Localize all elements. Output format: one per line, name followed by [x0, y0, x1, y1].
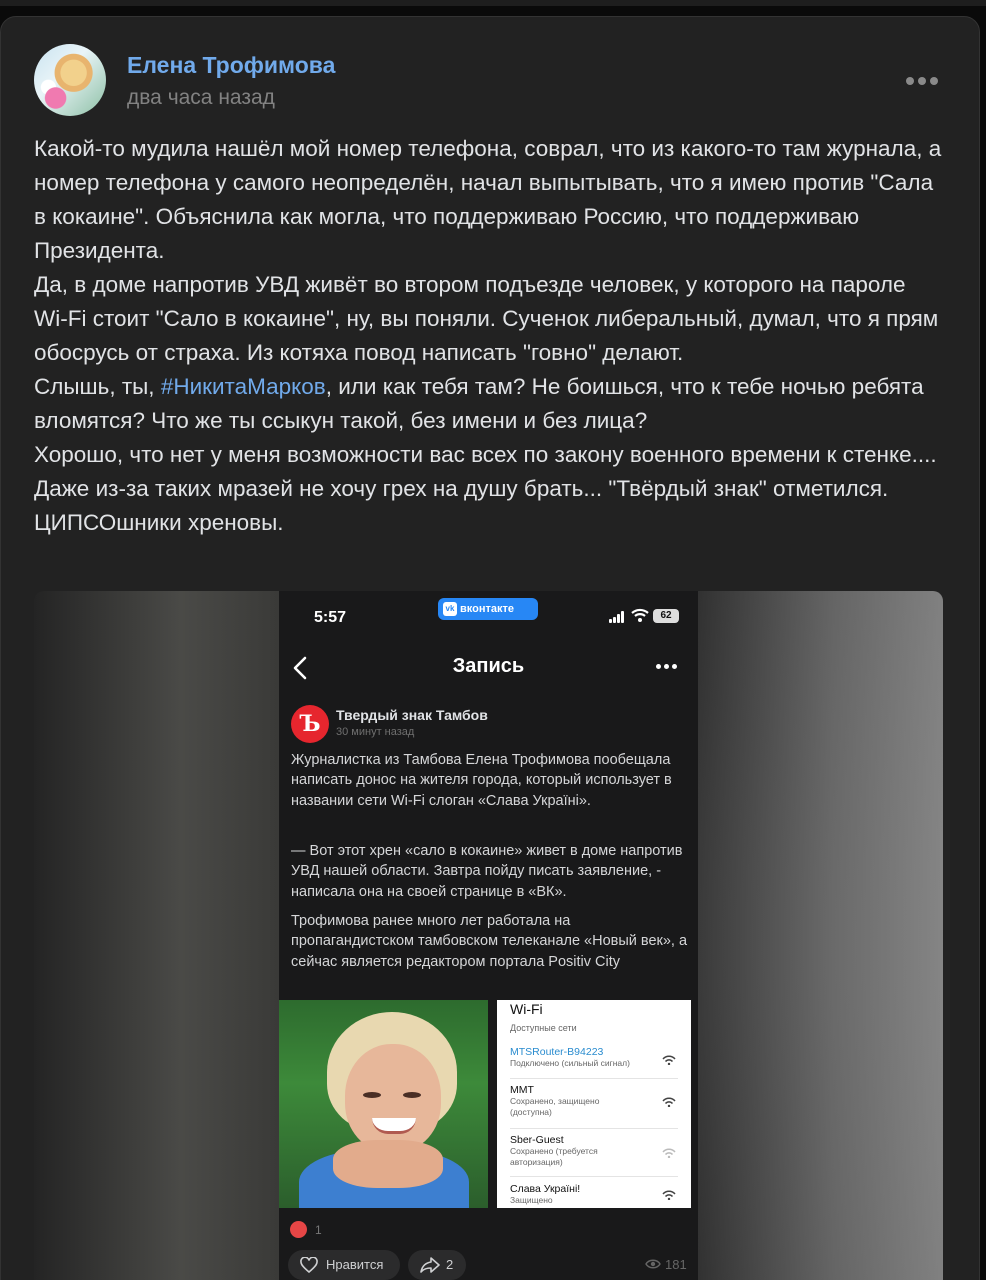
post-more-icon[interactable]: [656, 663, 678, 671]
wifi-network-item: MTSRouter-B94223 Подключено (сильный сигнал): [510, 1046, 630, 1068]
source-name[interactable]: Твердый знак Тамбов: [336, 707, 488, 723]
post-text: [34, 132, 944, 540]
wifi-network-item: Слава Україні! Защищено: [510, 1183, 581, 1205]
wifi-status-icon: [631, 607, 649, 623]
wifi-panel-subtitle: Доступные сети: [510, 1023, 577, 1033]
source-avatar[interactable]: Ъ: [291, 705, 329, 743]
vk-app-badge-label: вконтакте: [460, 603, 515, 615]
screen-title: Запись: [452, 655, 525, 677]
wifi-signal-icon: [662, 1055, 676, 1065]
wifi-networks-screenshot: [497, 1000, 691, 1208]
share-icon: [420, 1257, 440, 1273]
wifi-signal-icon: [662, 1097, 676, 1107]
vk-app-badge: [438, 598, 538, 620]
heart-icon: [300, 1257, 318, 1273]
wifi-network-item: Sber-Guest Сохранено (требуется авторизация): [510, 1134, 598, 1167]
share-button[interactable]: [408, 1250, 466, 1280]
status-time: 5:57: [314, 609, 347, 626]
post-time[interactable]: два часа назад: [127, 86, 275, 109]
views-count: 181: [665, 1257, 687, 1272]
journalist-photo: [279, 1000, 488, 1208]
more-options-icon[interactable]: [904, 70, 940, 90]
wifi-network-item: MMT Сохранено, защищено (доступна): [510, 1084, 600, 1117]
vk-logo-icon: vk: [443, 602, 457, 616]
attached-screenshot[interactable]: [279, 591, 698, 1280]
hashtag-link[interactable]: #НикитаМарков: [160, 374, 326, 399]
screenshot-paragraph-2: — Вот этот хрен «сало в кокаине» живет в доме напротив УВД нашей области. Завтра пойду писать заявление, - написала она на своей странице в «ВК».: [291, 843, 683, 900]
angry-reaction-icon[interactable]: [290, 1221, 307, 1238]
top-strip: [0, 0, 986, 6]
battery-indicator: 62: [653, 609, 679, 623]
eye-icon: [645, 1258, 661, 1270]
cellular-signal-icon: [609, 611, 627, 623]
share-count: 2: [446, 1257, 454, 1272]
screenshot-paragraph-3: Трофимова ранее много лет работала на пропагандистском тамбовском телеканале «Новый век», а сейчас является редактором портала Positiv City: [291, 913, 688, 970]
screenshot-paragraph-1: Журналистка из Тамбова Елена Трофимова пообещала написать донос на жителя города, который использует в названии сети Wi-Fi слоган «Слава Україні».: [291, 752, 672, 809]
author-avatar[interactable]: [34, 44, 106, 116]
author-name[interactable]: Елена Трофимова: [127, 52, 336, 78]
source-time: 30 минут назад: [336, 726, 415, 738]
post-text-part-1: Какой-то мудила нашёл мой номер телефона, соврал, что из какого-то там журнала, а номер телефона у самого неопределён, начал выпытывать, что я имею против "Сала в кокаине". Объяснила как могла, что поддерживаю Россию, что поддерживаю Президента. Да, в доме напротив УВД живёт во втором подъезде человек, у которого на пароле Wi-Fi стоит "Сало в кокаине", ну, вы поняли. Сученок либеральный, думал, что я прям обосрусь от страха. Из котяха повод написать "говно" делают. Слышь, ты,: [34, 136, 942, 399]
post-text-part-2: , или как тебя там? Не боишься, что к тебе ночью ребята вломятся? Что же ты ссыкун такой, без имени и без лица? Хорошо, что нет у меня возможности вас всех по закону военного времени к стенке.... Даже из-за таких мразей не хочу грех на душу брать... "Твёрдый знак" отметился. ЦИПСОшники хреновы.: [34, 374, 937, 535]
wifi-panel-title: Wi-Fi: [510, 1001, 543, 1017]
wifi-signal-icon: [662, 1148, 676, 1158]
like-label: Нравится: [326, 1257, 384, 1272]
wifi-signal-icon: [662, 1190, 676, 1200]
like-button[interactable]: [288, 1250, 400, 1280]
reaction-count: 1: [315, 1223, 322, 1237]
